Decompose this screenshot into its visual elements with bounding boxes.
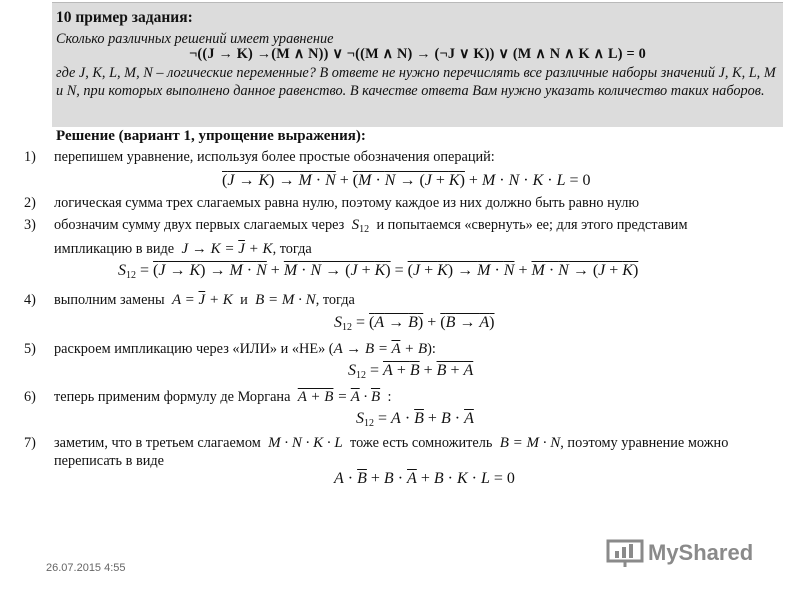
task-equation: ¬((J → K) →(M ∧ N)) ∨ ¬((M ∧ N) → (¬J ∨ K)) ∨ (M ∧ N ∧ K ∧ L) = 0 xyxy=(189,46,646,62)
step-text: ): xyxy=(427,341,436,357)
task-question: Сколько различных решений имеет уравнение xyxy=(56,31,334,47)
task-description: где J, K, L, M, N – логические переменные? В ответе не нужно перечислять все различные наборы значений J, K, L, M и N, при которых выполнено данное равенство. В качестве ответа Вам нужно указать количество таких наборов. xyxy=(56,65,776,99)
step-text: , поэтому уравнение можно xyxy=(560,435,729,451)
inline-formula: $A + B = \overline{A} \cdot \overline{B}$ xyxy=(297,389,381,405)
task-box xyxy=(52,2,783,127)
step-text: выполним замены xyxy=(54,292,165,308)
myshared-logo xyxy=(606,538,762,568)
step-text: переписать в виде xyxy=(54,453,164,469)
formula-1: (J → K) → M · N + (M · N → (J + K) + M · N · K · L = 0 xyxy=(222,172,591,189)
step-text: и попытаемся «свернуть» ее; для этого представим xyxy=(376,217,688,233)
inline-formula: $A = \overline{J} + K$ xyxy=(168,292,237,308)
inline-formula: M · N · K · L xyxy=(264,435,347,451)
logo-text: MyShared xyxy=(648,540,754,565)
step-text: заметим, что в третьем слагаемом xyxy=(54,435,261,451)
formula-4: $S_{12} = (A \to B) + (B \to A)$ xyxy=(334,314,495,333)
inline-formula: B = M · N xyxy=(251,292,316,308)
slide-date: 26.07.2015 4:55 xyxy=(46,562,126,574)
step-text: , тогда xyxy=(272,241,312,257)
inline-formula: $A \to B = \overline{A} + B$ xyxy=(333,341,428,357)
inline-formula: $S_{12}$ xyxy=(347,217,370,235)
step-text: раскроем импликацию через «ИЛИ» и «НЕ» ( xyxy=(54,341,334,357)
formula-6: $S_{12} = A \cdot \overline{B} + B \cdot \overline{A}$ xyxy=(356,410,474,429)
step-text: импликацию в виде xyxy=(54,241,175,257)
step-number: 1) xyxy=(24,149,36,165)
inline-formula: $J \to K = \overline{J} + K$ xyxy=(177,241,273,257)
step-number: 4) xyxy=(24,292,36,308)
formula-3: $S_{12} = (J \to K) \to M \cdot N + M \cdot N \to (J + K) = (J + K) \to M \cdot N + M \cdot N \to (J + K)$ xyxy=(118,262,639,281)
step-text: теперь применим формулу де Моргана xyxy=(54,389,291,405)
step-text: обозначим сумму двух первых слагаемых через xyxy=(54,217,345,233)
step-text: и xyxy=(240,292,248,308)
step-number: 2) xyxy=(24,195,36,211)
step-text: : xyxy=(387,389,392,405)
step-number: 3) xyxy=(24,217,36,233)
step-text: , тогда xyxy=(315,292,355,308)
step-text: тоже есть сомножитель xyxy=(350,435,493,451)
step-number: 7) xyxy=(24,435,36,451)
inline-formula: B = M · N xyxy=(495,435,561,451)
presentation-board-icon xyxy=(606,538,644,568)
step-text: перепишем уравнение, используя более простые обозначения операций: xyxy=(54,149,495,165)
step-number: 6) xyxy=(24,389,36,405)
formula-7: $A \cdot \overline{B} + B \cdot \overline{A} + B \cdot K \cdot L = 0$ xyxy=(334,470,515,487)
solution-title: Решение (вариант 1, упрощение выражения): xyxy=(56,128,366,144)
step-number: 5) xyxy=(24,341,36,357)
formula-5: $S_{12} = A + B + B + A$ xyxy=(348,362,474,381)
task-title: 10 пример задания: xyxy=(56,9,193,26)
step-text: логическая сумма трех слагаемых равна нулю, поэтому каждое из них должно быть равно нулю xyxy=(54,195,640,211)
